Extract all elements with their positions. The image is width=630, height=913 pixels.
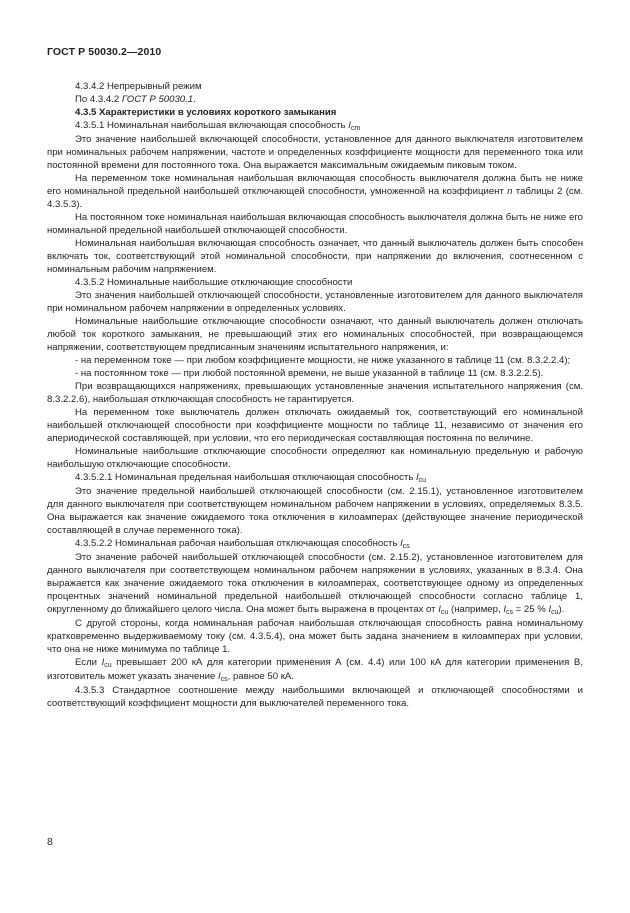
paragraph-text: На постоянном токе номинальная наибольшая включающая способность выключателя должна быть не ниже его номинальной предельной наибольшей отключающей способности. (47, 212, 583, 236)
document-header: ГОСТ Р 50030.2—2010 (47, 46, 162, 58)
paragraph-text: - на переменном токе — при любом коэффициенте мощности, не ниже указанного в таблице 11 (см. 8.3.2.2.4); (75, 355, 571, 366)
paragraph-text: 4.3.5.3 Стандартное соотношение между наибольшими включающей и отключающей способностями и соответствующий коэффициент мощности для выключателей переменного тока. (47, 685, 583, 709)
paragraph-text: cs (505, 609, 513, 616)
paragraph-text: cs (220, 676, 228, 683)
paragraph-text: I (400, 538, 403, 549)
paragraph-text: I (101, 657, 105, 668)
paragraph-text: Номинальная наибольшая включающая способность означает, что данный выключатель должен быть способен включать ток, соответствующий этой номинальной способности, при напряжении до включения, соотнесенном с номинальным рабочим напряжением. (47, 238, 583, 275)
paragraph (47, 289, 583, 315)
paragraph-text: I (416, 472, 419, 483)
paragraph-text: На переменном токе выключатель должен отключать ожидаемый ток, соответствующий его номинальной наибольшей отключающей способности при коэффициенте мощности по таблице 11, независимо от значения его апериодической составляющей, при условии, что его периодическая составляющая постоянна по величине. (47, 407, 583, 444)
paragraph-text: 4.3.4.2 Непрерывный режим (75, 81, 202, 92)
paragraph-text: Это значения наибольшей отключающей способности, установленные изготовителем для данного выключателя при номинальном рабочем напряжении в определенных условиях. (47, 290, 583, 314)
paragraph (47, 471, 583, 485)
paragraph-text: ). (558, 604, 565, 615)
paragraph-text: cu (104, 662, 112, 669)
paragraph (47, 551, 583, 617)
paragraph (47, 380, 583, 406)
paragraph-text: cs (402, 543, 410, 550)
paragraph (47, 93, 583, 106)
paragraph-text: I (348, 120, 351, 131)
paragraph-text: На переменном токе номинальная наибольшая включающая способность выключателя должна быть не ниже его номинальной предельной наибольшей отключающей способности, умноженной на коэффициент (47, 173, 583, 197)
paragraph-text: ГОСТ Р 50030.1 (121, 94, 194, 105)
paragraph (47, 367, 583, 380)
paragraph (47, 172, 583, 211)
paragraph (47, 119, 583, 133)
paragraph (47, 354, 583, 367)
paragraph-text: 4.3.5.2.1 Номинальная предельная наибольшая отключающая способность (75, 472, 416, 483)
paragraph-text: 4.3.5 Характеристики в условиях короткого замыкания (75, 107, 337, 118)
paragraph (47, 133, 583, 172)
paragraph-text: таблицы 2 (см. 4.3.5.3). (47, 186, 583, 210)
page-number: 8 (47, 836, 53, 848)
paragraph-text: I (548, 604, 552, 615)
paragraph-text: По 4.3.4.2 (75, 94, 122, 105)
paragraph (47, 537, 583, 551)
paragraph-text: Это значение наибольшей включающей способности, установленное для данного выключателя изготовителем при номинальных рабочем напряжении, частоте и определенных коэффициенте мощности для переменного тока или постоянной времени для постоянного тока. Она выражается максимальным ожидаемым пиковым током. (47, 134, 583, 171)
paragraph-text: Это значение рабочей наибольшей отключающей способности (см. 2.15.2), установленное изготовителем для данного выключателя при соответствующем номинальном рабочем напряжении в условиях, указанных в 8.3.4. Она выражается как значение ожидаемого тока отключения в килоамперах, соответствующее одному из определенных процентных значений номинальной предельной наибольшей отключающей способности согласно таблице 1, округленному до ближайшего целого числа. Она может быть выражена в процентах от (47, 552, 583, 615)
paragraph (47, 445, 583, 471)
paragraph-text: Номинальные наибольшие отключающие способности означают, что данный выключатель должен отключать любой ток короткого замыкания, не превышающий этих его номинальных способностей, при возвращающемся напряжении, соответствующем предписанным значениям испытательного напряжения, и: (47, 316, 583, 353)
paragraph-text: Если (75, 657, 102, 668)
paragraph-text: 4.3.5.1 Номинальная наибольшая включающая способность (75, 120, 349, 131)
paragraph-text: = 25 % (512, 604, 549, 615)
paragraph-text: cu (418, 477, 427, 484)
paragraph-text: n (507, 186, 513, 197)
paragraph (47, 80, 583, 93)
paragraph-text: cu (551, 609, 559, 616)
paragraph (47, 106, 583, 119)
paragraph-text: 4.3.5.2.2 Номинальная рабочая наибольшая отключающая способность (75, 538, 401, 549)
paragraph (47, 406, 583, 445)
document-body (47, 80, 583, 710)
paragraph (47, 485, 583, 537)
paragraph-text: При возвращающихся напряжениях, превышающих установленные значения испытательного напряжения (см. 8.3.2.2.6), наибольшая отключающая способность не гарантируется. (47, 381, 583, 405)
paragraph-text: cu (440, 609, 449, 616)
paragraph (47, 656, 583, 684)
paragraph-text: С другой стороны, когда номинальная рабочая наибольшая отключающая способность равна номинальному кратковременно выдерживаемому току (см. 4.3.5.4), она может быть задана значением в килоамперах при условии, что она не ниже минимума по таблице 1. (47, 618, 583, 655)
paragraph-text: 4.3.5.2 Номинальные наибольшие отключающие способности (75, 277, 353, 288)
paragraph-text: cm (350, 125, 361, 132)
paragraph-text: превышает 200 кА для категории применения А (см. 4.4) или 100 кА для категории применения В, изготовитель может указать значение (47, 657, 583, 682)
paragraph-text: I (217, 671, 221, 682)
paragraph-text: . (193, 94, 196, 105)
paragraph-text: I (503, 604, 506, 615)
paragraph-text: (например, (448, 604, 504, 615)
paragraph (47, 211, 583, 237)
paragraph (47, 684, 583, 710)
paragraph-text: - на постоянном токе — при любой постоянной времени, не выше указанной в таблице 11 (см. 8.3.2.2.5). (75, 368, 544, 379)
paragraph (47, 276, 583, 289)
paragraph-text: Номинальные наибольшие отключающие способности определяют как номинальную предельную и рабочую наибольшую отключающие способности. (47, 446, 583, 470)
paragraph (47, 315, 583, 354)
paragraph-text: Это значение предельной наибольшей отключающей способности (см. 2.15.1), установленное изготовителем для данного выключателя при соответствующем номинальном рабочем напряжении в условиях, определяемых 8.3.5. Она выражается как значение ожидаемого тока отключения в килоамперах (действующее значение периодической составляющей в случае переменного тока). (47, 486, 583, 536)
paragraph (47, 617, 583, 656)
paragraph (47, 237, 583, 276)
paragraph-text: I (438, 604, 441, 615)
paragraph-text: , равное 50 кА. (227, 671, 294, 682)
